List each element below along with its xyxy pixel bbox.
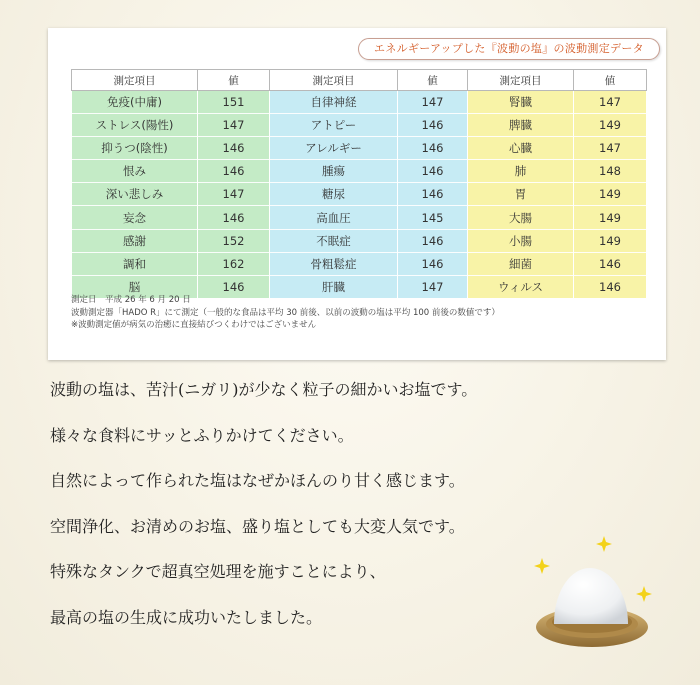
measure-item-cell: 不眠症 bbox=[270, 229, 398, 252]
measure-item-cell: アトピー bbox=[270, 114, 398, 137]
measure-item-cell: 腎臓 bbox=[468, 91, 574, 114]
measure-item-cell: 高血圧 bbox=[270, 206, 398, 229]
description-line: 自然によって作られた塩はなぜかほんのり甘く感じます。 bbox=[50, 471, 465, 490]
description-line: 波動の塩は、苦汁(ニガリ)が少なく粒子の細かいお塩です。 bbox=[50, 380, 478, 399]
measure-item-cell: 心臓 bbox=[468, 137, 574, 160]
measure-value-cell: 146 bbox=[198, 160, 270, 183]
measure-item-cell: 妄念 bbox=[72, 206, 198, 229]
measure-item-cell: 脳 bbox=[72, 275, 198, 298]
measurement-notes bbox=[71, 294, 500, 332]
measure-item-cell: 肝臓 bbox=[270, 275, 398, 298]
description-line: 特殊なタンクで超真空処理を施すことにより、 bbox=[50, 562, 386, 581]
measure-item-cell: 調和 bbox=[72, 252, 198, 275]
measure-value-cell: 146 bbox=[198, 275, 270, 298]
measure-item-cell: 大腸 bbox=[468, 206, 574, 229]
table-header-row bbox=[72, 70, 647, 91]
description-line: 様々な食料にサッとふりかけてください。 bbox=[50, 425, 354, 445]
measure-value-cell: 146 bbox=[398, 252, 468, 275]
measure-item-cell: 腫瘍 bbox=[270, 160, 398, 183]
measure-value-cell: 147 bbox=[574, 137, 647, 160]
header-item: 測定項目 bbox=[468, 70, 574, 91]
measure-value-cell: 146 bbox=[398, 160, 468, 183]
measure-value-cell: 147 bbox=[574, 91, 647, 114]
measure-item-cell: ストレス(陽性) bbox=[72, 114, 198, 137]
measure-value-cell: 152 bbox=[198, 229, 270, 252]
measure-item-cell: 免疫(中庸) bbox=[72, 91, 198, 114]
header-value: 値 bbox=[574, 70, 647, 91]
measure-value-cell: 149 bbox=[574, 183, 647, 206]
note-line: 測定日 平成 26 年 6 月 20 日 bbox=[71, 295, 191, 305]
measure-item-cell: 感謝 bbox=[72, 229, 198, 252]
table-row bbox=[72, 206, 647, 229]
description-line: 最高の塩の生成に成功いたしました。 bbox=[50, 607, 323, 627]
description-line: 空間浄化、お清めのお塩、盛り塩としても大変人気です。 bbox=[50, 516, 465, 536]
description-text bbox=[50, 379, 477, 652]
table-row bbox=[72, 114, 647, 137]
measure-item-cell: 抑うつ(陰性) bbox=[72, 137, 198, 160]
table-row bbox=[72, 252, 647, 275]
measurement-card bbox=[48, 28, 666, 360]
note-line: ※波動測定値が病気の治癒に直接結びつくわけではございません bbox=[71, 320, 317, 330]
measure-value-cell: 148 bbox=[574, 160, 647, 183]
measure-value-cell: 146 bbox=[198, 206, 270, 229]
measure-value-cell: 146 bbox=[398, 114, 468, 137]
table-row bbox=[72, 160, 647, 183]
measure-item-cell: 深い悲しみ bbox=[72, 183, 198, 206]
measure-value-cell: 146 bbox=[574, 275, 647, 298]
measure-item-cell: 自律神経 bbox=[270, 91, 398, 114]
header-item: 測定項目 bbox=[270, 70, 398, 91]
measure-value-cell: 149 bbox=[574, 206, 647, 229]
salt-mound-icon bbox=[532, 532, 652, 652]
measure-value-cell: 146 bbox=[398, 229, 468, 252]
measure-value-cell: 146 bbox=[198, 137, 270, 160]
measure-value-cell: 162 bbox=[198, 252, 270, 275]
measure-item-cell: 恨み bbox=[72, 160, 198, 183]
measure-item-cell: 骨粗鬆症 bbox=[270, 252, 398, 275]
table-row bbox=[72, 91, 647, 114]
measure-item-cell: 細菌 bbox=[468, 252, 574, 275]
table-row bbox=[72, 229, 647, 252]
measure-value-cell: 149 bbox=[574, 229, 647, 252]
measure-item-cell: アレルギー bbox=[270, 137, 398, 160]
measure-item-cell: 肺 bbox=[468, 160, 574, 183]
measure-value-cell: 147 bbox=[398, 91, 468, 114]
header-value: 値 bbox=[198, 70, 270, 91]
header-item: 測定項目 bbox=[72, 70, 198, 91]
measure-value-cell: 151 bbox=[198, 91, 270, 114]
measurement-title-banner: エネルギーアップした『波動の塩』の波動測定データ bbox=[358, 38, 660, 60]
measure-value-cell: 146 bbox=[574, 252, 647, 275]
measure-value-cell: 145 bbox=[398, 206, 468, 229]
header-value: 値 bbox=[398, 70, 468, 91]
measure-value-cell: 147 bbox=[198, 114, 270, 137]
measure-item-cell: ウィルス bbox=[468, 275, 574, 298]
measure-value-cell: 147 bbox=[398, 275, 468, 298]
table-row bbox=[72, 137, 647, 160]
measure-item-cell: 脾臓 bbox=[468, 114, 574, 137]
measure-value-cell: 146 bbox=[398, 137, 468, 160]
table-row bbox=[72, 183, 647, 206]
measure-item-cell: 糖尿 bbox=[270, 183, 398, 206]
measure-item-cell: 胃 bbox=[468, 183, 574, 206]
measure-value-cell: 146 bbox=[398, 183, 468, 206]
measure-value-cell: 147 bbox=[198, 183, 270, 206]
note-line: 波動測定器「HADO R」にて測定（一般的な食品は平均 30 前後、以前の波動の塩は平均 100 前後の数値です） bbox=[71, 307, 500, 318]
measure-item-cell: 小腸 bbox=[468, 229, 574, 252]
measure-value-cell: 149 bbox=[574, 114, 647, 137]
measurement-table bbox=[71, 69, 647, 299]
